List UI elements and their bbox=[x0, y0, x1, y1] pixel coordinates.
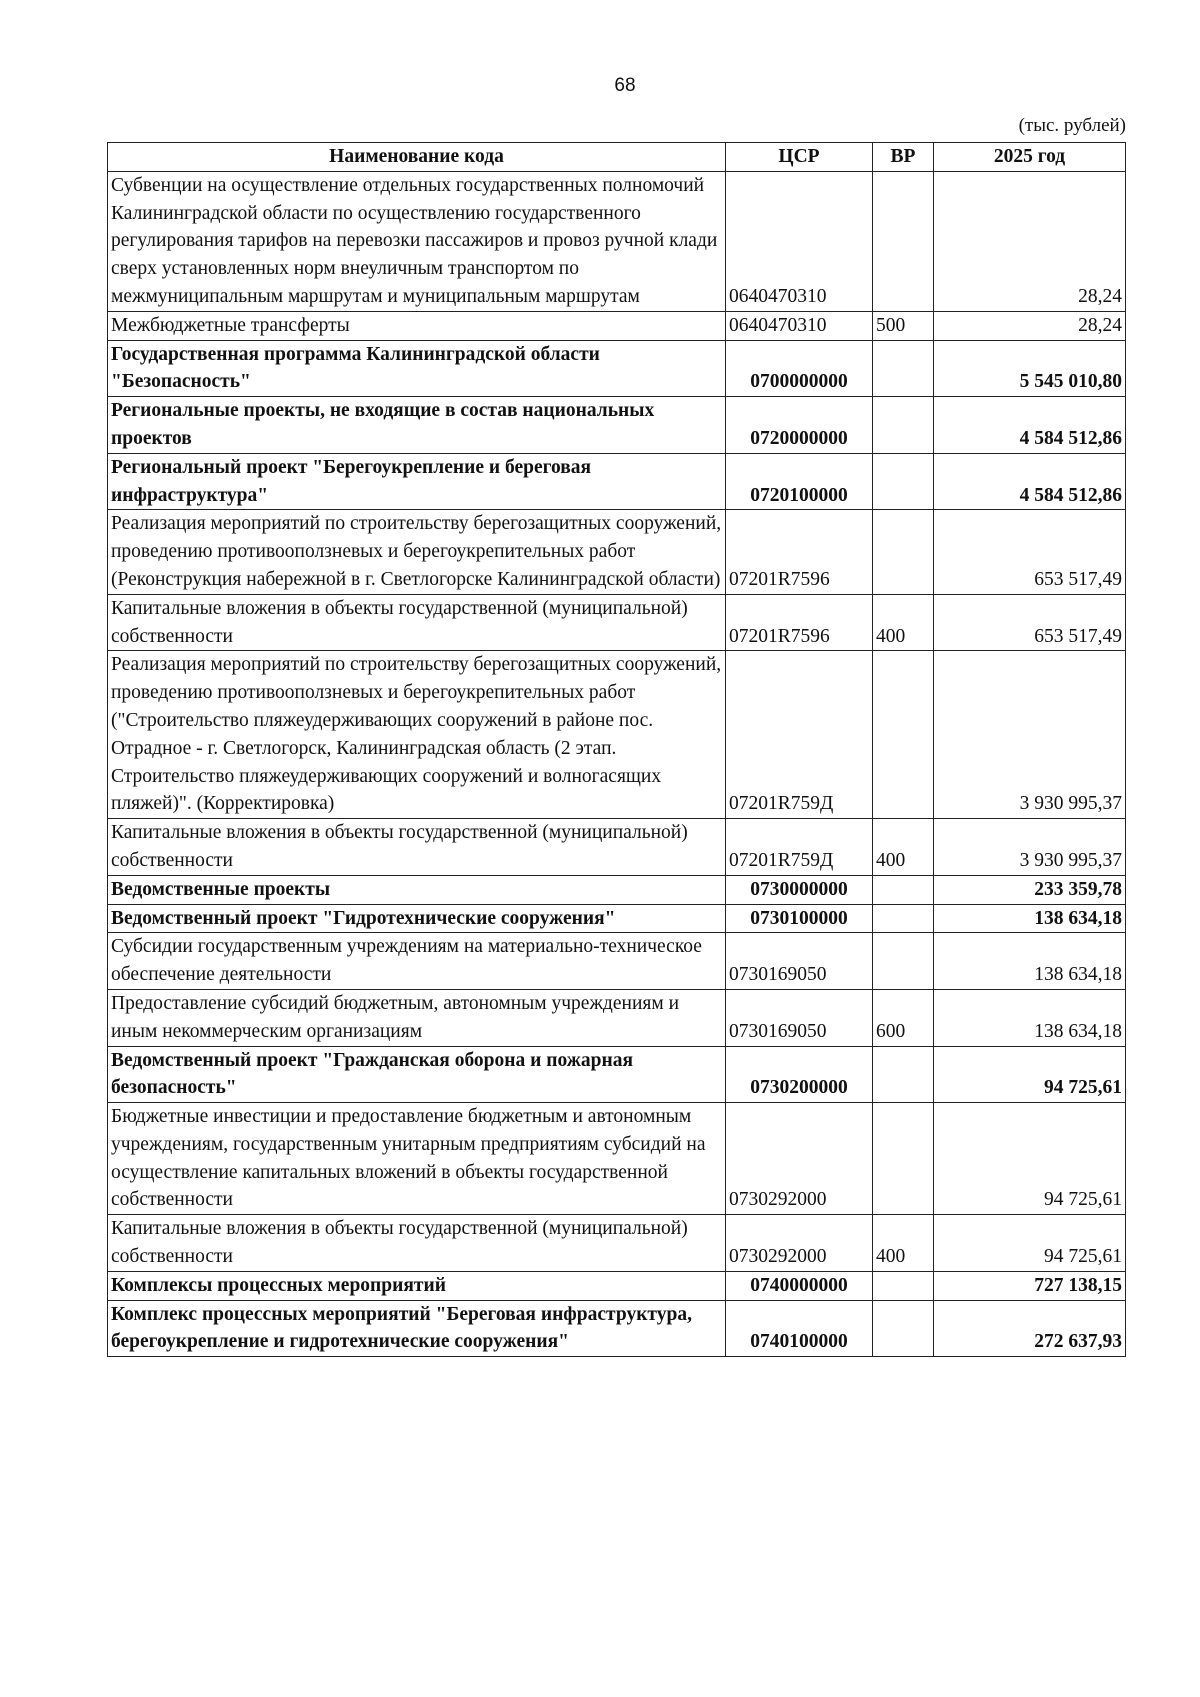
cell-csr: 07201R7596 bbox=[726, 594, 873, 651]
cell-name: Межбюджетные трансферты bbox=[108, 311, 726, 340]
cell-vr bbox=[873, 171, 934, 311]
table-row-bold bbox=[108, 397, 1126, 454]
cell-amount: 272 637,93 bbox=[934, 1300, 1126, 1357]
cell-amount: 233 359,78 bbox=[934, 875, 1126, 904]
table-row bbox=[108, 1215, 1126, 1272]
cell-name: Реализация мероприятий по строительству берегозащитных сооружений, проведению противооползневых и берегоукрепительных работ (Реконструкция набережной в г. Светлогорске Калининградской области) bbox=[108, 510, 726, 594]
table-header-row bbox=[108, 143, 1126, 172]
cell-csr: 0730100000 bbox=[726, 904, 873, 933]
table-row-bold bbox=[108, 340, 1126, 397]
units-label: (тыс. рублей) bbox=[1018, 115, 1126, 136]
cell-name: Предоставление субсидий бюджетным, автономным учреждениям и иным некоммерческим организациям bbox=[108, 989, 726, 1046]
cell-amount: 727 138,15 bbox=[934, 1271, 1126, 1300]
cell-vr bbox=[873, 933, 934, 990]
table-row bbox=[108, 933, 1126, 990]
cell-vr bbox=[873, 875, 934, 904]
table-row-bold bbox=[108, 1271, 1126, 1300]
cell-name: Капитальные вложения в объекты государственной (муниципальной) собственности bbox=[108, 819, 726, 876]
cell-csr: 0730169050 bbox=[726, 989, 873, 1046]
cell-csr: 0730292000 bbox=[726, 1103, 873, 1215]
cell-csr: 0740000000 bbox=[726, 1271, 873, 1300]
cell-amount: 653 517,49 bbox=[934, 510, 1126, 594]
cell-name: Капитальные вложения в объекты государственной (муниципальной) собственности bbox=[108, 1215, 726, 1272]
cell-amount: 3 930 995,37 bbox=[934, 819, 1126, 876]
cell-name: Ведомственный проект "Гидротехнические сооружения" bbox=[108, 904, 726, 933]
cell-vr bbox=[873, 1300, 934, 1357]
cell-amount: 28,24 bbox=[934, 311, 1126, 340]
cell-name: Комплексы процессных мероприятий bbox=[108, 1271, 726, 1300]
cell-csr: 0640470310 bbox=[726, 311, 873, 340]
table-row-bold bbox=[108, 875, 1126, 904]
cell-name: Комплекс процессных мероприятий "Береговая инфраструктура, берегоукрепление и гидротехнические сооружения" bbox=[108, 1300, 726, 1357]
header-vr: ВР bbox=[873, 143, 934, 172]
cell-name: Бюджетные инвестиции и предоставление бюджетным и автономным учреждениям, государственным унитарным предприятиям субсидий на осуществление капитальных вложений в объекты государственной собственности bbox=[108, 1103, 726, 1215]
cell-vr bbox=[873, 651, 934, 819]
cell-csr: 0730200000 bbox=[726, 1046, 873, 1103]
cell-vr bbox=[873, 1103, 934, 1215]
cell-amount: 4 584 512,86 bbox=[934, 397, 1126, 454]
table-row-bold bbox=[108, 904, 1126, 933]
cell-vr bbox=[873, 397, 934, 454]
cell-csr: 0720100000 bbox=[726, 453, 873, 510]
cell-csr: 07201R759Д bbox=[726, 651, 873, 819]
cell-vr bbox=[873, 340, 934, 397]
cell-vr bbox=[873, 904, 934, 933]
cell-csr: 0730000000 bbox=[726, 875, 873, 904]
table-row bbox=[108, 989, 1126, 1046]
table-row-bold bbox=[108, 453, 1126, 510]
cell-csr: 0730169050 bbox=[726, 933, 873, 990]
table-row bbox=[108, 819, 1126, 876]
cell-csr: 0700000000 bbox=[726, 340, 873, 397]
table-row bbox=[108, 171, 1126, 311]
cell-amount: 653 517,49 bbox=[934, 594, 1126, 651]
cell-name: Субсидии государственным учреждениям на материально-техническое обеспечение деятельности bbox=[108, 933, 726, 990]
cell-name: Реализация мероприятий по строительству берегозащитных сооружений, проведению противооползневых и берегоукрепительных работ ("Строительство пляжеудерживающих сооружений в районе пос. Отрадное - г. Светлогорск, Калининградская область (2 этап. Строительство пляжеудерживающих сооружений и волногасящих пляжей)". (Корректировка) bbox=[108, 651, 726, 819]
table-row bbox=[108, 594, 1126, 651]
table-row-bold bbox=[108, 1046, 1126, 1103]
cell-csr: 0740100000 bbox=[726, 1300, 873, 1357]
cell-vr: 500 bbox=[873, 311, 934, 340]
header-year: 2025 год bbox=[934, 143, 1126, 172]
cell-name: Региональный проект "Берегоукрепление и береговая инфраструктура" bbox=[108, 453, 726, 510]
page-number: 68 bbox=[614, 75, 636, 96]
cell-name: Ведомственный проект "Гражданская оборона и пожарная безопасность" bbox=[108, 1046, 726, 1103]
cell-amount: 28,24 bbox=[934, 171, 1126, 311]
cell-vr bbox=[873, 1046, 934, 1103]
cell-vr: 400 bbox=[873, 1215, 934, 1272]
cell-vr bbox=[873, 453, 934, 510]
cell-vr: 400 bbox=[873, 594, 934, 651]
budget-table bbox=[107, 142, 1126, 1357]
table-row bbox=[108, 510, 1126, 594]
cell-amount: 5 545 010,80 bbox=[934, 340, 1126, 397]
header-name: Наименование кода bbox=[108, 143, 726, 172]
cell-vr bbox=[873, 1271, 934, 1300]
cell-name: Капитальные вложения в объекты государственной (муниципальной) собственности bbox=[108, 594, 726, 651]
cell-vr bbox=[873, 510, 934, 594]
cell-amount: 138 634,18 bbox=[934, 933, 1126, 990]
cell-csr: 0730292000 bbox=[726, 1215, 873, 1272]
cell-amount: 94 725,61 bbox=[934, 1103, 1126, 1215]
header-csr: ЦСР bbox=[726, 143, 873, 172]
cell-csr: 07201R7596 bbox=[726, 510, 873, 594]
table-row bbox=[108, 311, 1126, 340]
cell-amount: 4 584 512,86 bbox=[934, 453, 1126, 510]
cell-name: Субвенции на осуществление отдельных государственных полномочий Калининградской области по осуществлению государственного регулирования тарифов на перевозки пассажиров и провоз ручной клади сверх установленных норм внеуличным транспортом по межмуниципальным маршрутам и муниципальным маршрутам bbox=[108, 171, 726, 311]
cell-csr: 07201R759Д bbox=[726, 819, 873, 876]
cell-csr: 0720000000 bbox=[726, 397, 873, 454]
cell-amount: 138 634,18 bbox=[934, 904, 1126, 933]
cell-name: Ведомственные проекты bbox=[108, 875, 726, 904]
table-row bbox=[108, 651, 1126, 819]
cell-name: Региональные проекты, не входящие в состав национальных проектов bbox=[108, 397, 726, 454]
cell-vr: 400 bbox=[873, 819, 934, 876]
cell-name: Государственная программа Калининградской области "Безопасность" bbox=[108, 340, 726, 397]
cell-csr: 0640470310 bbox=[726, 171, 873, 311]
table-row bbox=[108, 1103, 1126, 1215]
cell-amount: 138 634,18 bbox=[934, 989, 1126, 1046]
cell-vr: 600 bbox=[873, 989, 934, 1046]
table-row-bold bbox=[108, 1300, 1126, 1357]
cell-amount: 94 725,61 bbox=[934, 1046, 1126, 1103]
cell-amount: 94 725,61 bbox=[934, 1215, 1126, 1272]
cell-amount: 3 930 995,37 bbox=[934, 651, 1126, 819]
